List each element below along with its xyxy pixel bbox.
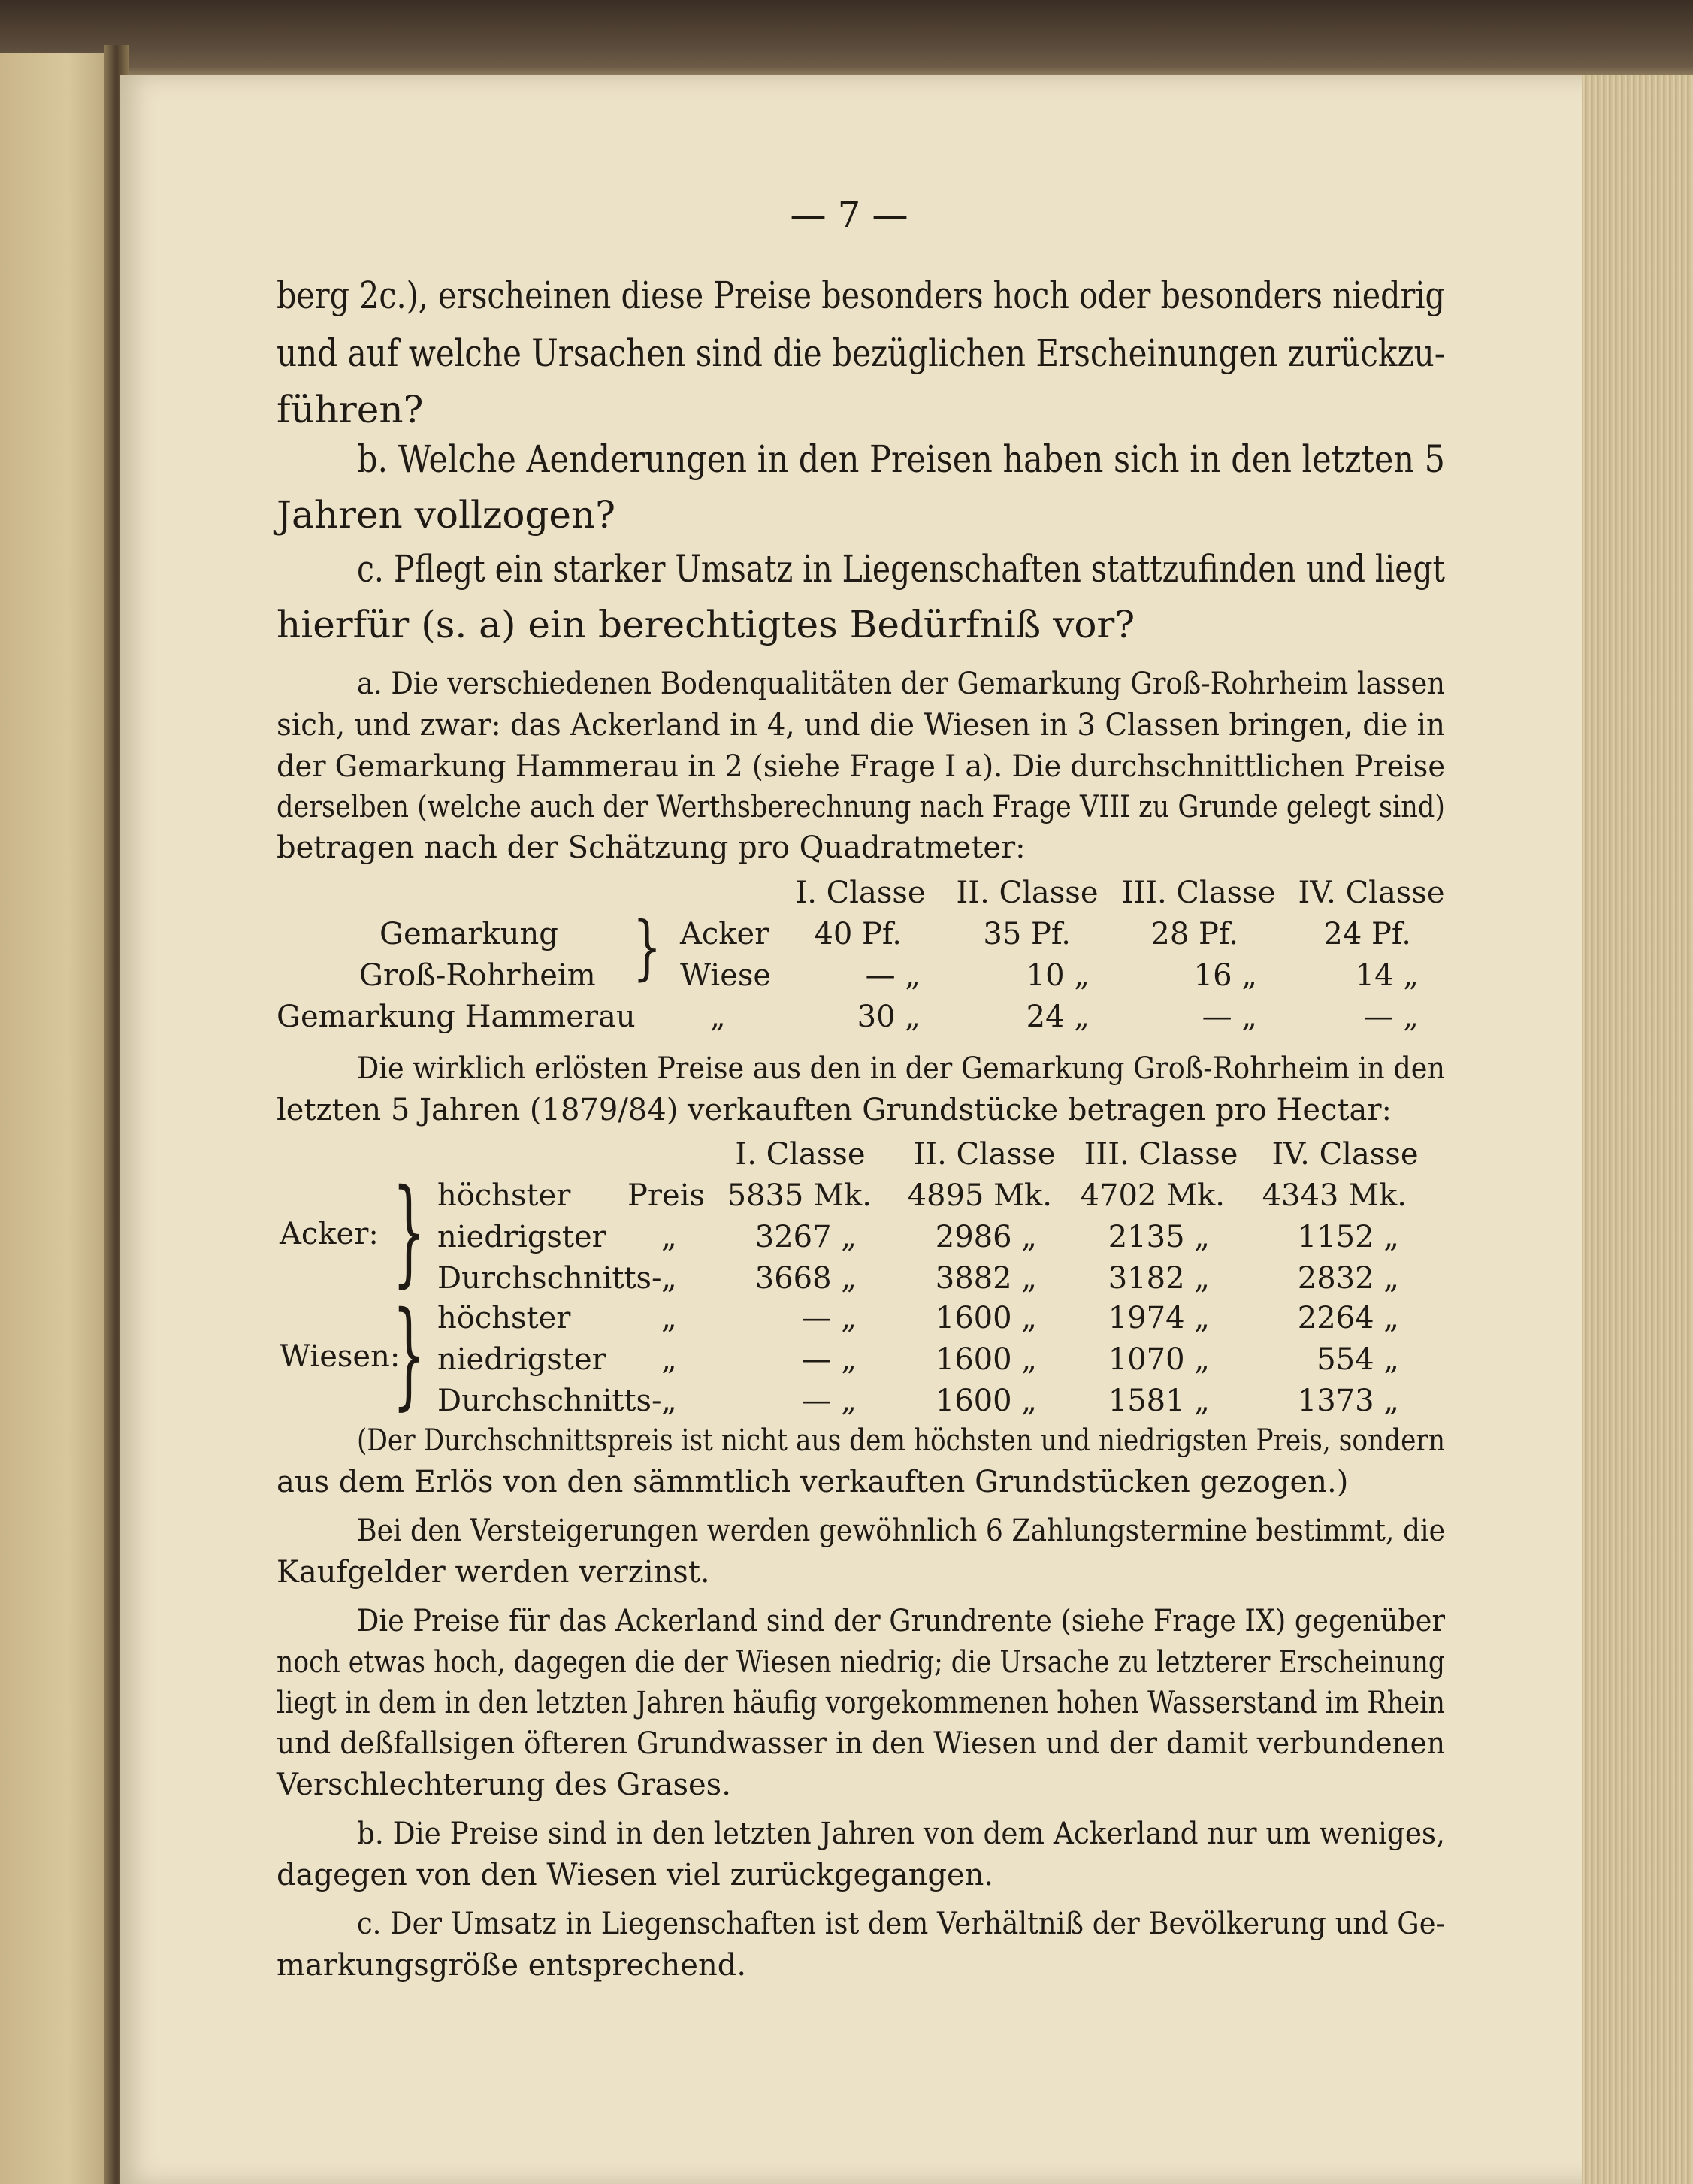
question-line-4: b. Welche Aenderungen in den Preisen haben sich in den letzten 5 bbox=[357, 437, 1445, 481]
table2-preis: „ bbox=[661, 1384, 677, 1418]
note-line-2: aus dem Erlös von den sämmtlich verkauften Grundstücken gezogen.) bbox=[277, 1465, 1349, 1499]
paragraph-line: noch etwas hoch, dagegen die der Wiesen niedrig; die Ursache zu letzterer Erscheinung bbox=[277, 1645, 1445, 1680]
page-number: — 7 — bbox=[790, 194, 908, 236]
table2-preis: „ bbox=[661, 1342, 677, 1377]
table2-cell: 4702 Mk. bbox=[1080, 1178, 1225, 1213]
table1-cell: 28 Pf. bbox=[1150, 917, 1238, 951]
table1-header: II. Classe bbox=[956, 876, 1099, 910]
table2-cell: 3882 „ bbox=[935, 1261, 1037, 1296]
note-line-1: (Der Durchschnittspreis ist nicht aus dem höchsten und niedrigsten Preis, sondern bbox=[357, 1423, 1445, 1458]
table2-cell: 4895 Mk. bbox=[907, 1178, 1052, 1213]
table2-cell: 1581 „ bbox=[1108, 1384, 1210, 1418]
table2-row-label: niedrigster bbox=[437, 1342, 606, 1377]
paragraph-line: und deßfallsigen öfteren Grundwasser in den Wiesen und der damit verbundenen bbox=[277, 1726, 1445, 1761]
table2-cell: 2832 „ bbox=[1297, 1261, 1399, 1296]
table1-row-label: Wiese bbox=[680, 958, 772, 993]
table2-brace: } bbox=[392, 1163, 426, 1300]
table2-header: I. Classe bbox=[735, 1137, 866, 1172]
table2-cell: 3267 „ bbox=[754, 1220, 857, 1254]
table2-cell: 1070 „ bbox=[1108, 1342, 1210, 1377]
table1-cell: 35 Pf. bbox=[983, 917, 1071, 951]
mid-text-line-1: Die wirklich erlösten Preise aus den in der Gemarkung Groß-Rohrheim in den bbox=[357, 1051, 1445, 1086]
table1-cell: — „ bbox=[865, 958, 921, 993]
question-line-1: berg 2c.), erscheinen diese Preise besonders hoch oder besonders niedrig bbox=[277, 274, 1445, 317]
table1-cell: 40 Pf. bbox=[814, 917, 902, 951]
table2-preis: „ bbox=[661, 1261, 677, 1296]
table2-cell: 1152 „ bbox=[1297, 1220, 1399, 1254]
answer-a-line-3: der Gemarkung Hammerau in 2 (siehe Frage I a). Die durchschnittlichen Preise bbox=[277, 749, 1445, 784]
table2-cell: 3182 „ bbox=[1108, 1261, 1210, 1296]
paragraph-line: liegt in dem in den letzten Jahren häufig vorgekommenen hohen Wasserstand im Rhein bbox=[277, 1686, 1445, 1720]
table1-brace: } bbox=[633, 907, 662, 989]
paragraph-line: Kaufgelder werden verzinst. bbox=[277, 1555, 710, 1590]
question-line-6: c. Pflegt ein starker Umsatz in Liegenschaften stattzufinden und liegt bbox=[357, 547, 1445, 591]
table1-cell: 16 „ bbox=[1193, 958, 1257, 993]
table2-cell: — „ bbox=[801, 1301, 857, 1336]
paragraph-line: c. Der Umsatz in Liegenschaften ist dem Verhältniß der Bevölkerung und Ge- bbox=[357, 1907, 1445, 1941]
answer-a-line-4: derselben (welche auch der Werthsberechnung nach Frage VIII zu Grunde gelegt sind) bbox=[277, 790, 1445, 824]
table2-cell: 4343 Mk. bbox=[1262, 1178, 1407, 1213]
table2-row-label: höchster bbox=[437, 1301, 571, 1336]
paragraph-line: Bei den Versteigerungen werden gewöhnlich 6 Zahlungstermine bestimmt, die bbox=[357, 1514, 1445, 1548]
table2-header: IV. Classe bbox=[1271, 1137, 1419, 1172]
table2-cell: 2986 „ bbox=[935, 1220, 1037, 1254]
question-line-5: Jahren vollzogen? bbox=[277, 493, 616, 537]
table2-cell: 1974 „ bbox=[1108, 1301, 1210, 1336]
table2-preis: „ bbox=[661, 1301, 677, 1336]
table1-group-label: Groß-Rohrheim bbox=[359, 958, 596, 993]
table2-group-label: Wiesen: bbox=[280, 1339, 401, 1374]
table1-cell: 14 „ bbox=[1355, 958, 1419, 993]
paragraph-line: Verschlechterung des Grases. bbox=[277, 1768, 731, 1802]
table1-header: III. Classe bbox=[1121, 876, 1276, 910]
table2-cell: 554 „ bbox=[1317, 1342, 1399, 1377]
table2-preis: „ bbox=[661, 1220, 677, 1254]
answer-a-line-2: sich, und zwar: das Ackerland in 4, und die Wiesen in 3 Classen bringen, die in bbox=[277, 708, 1445, 743]
table1-cell: — „ bbox=[1202, 1000, 1257, 1034]
book-binding-top bbox=[0, 0, 1693, 83]
table2-header: II. Classe bbox=[913, 1137, 1056, 1172]
table1-header: IV. Classe bbox=[1298, 876, 1445, 910]
table2-cell: — „ bbox=[801, 1342, 857, 1377]
table2-cell: — „ bbox=[801, 1384, 857, 1418]
paragraph-line: markungsgröße entsprechend. bbox=[277, 1948, 747, 1983]
table2-row-label: Durchschnitts- bbox=[437, 1261, 662, 1296]
question-line-2: und auf welche Ursachen sind die bezüglichen Erscheinungen zurückzu- bbox=[277, 331, 1445, 375]
paragraph-line: b. Die Preise sind in den letzten Jahren von dem Ackerland nur um weniges, bbox=[357, 1816, 1445, 1851]
table2-cell: 2135 „ bbox=[1108, 1220, 1210, 1254]
table1-row-unit: „ bbox=[710, 1000, 726, 1034]
answer-a-line-1: a. Die verschiedenen Bodenqualitäten der Gemarkung Groß-Rohrheim lassen bbox=[357, 667, 1445, 701]
table1-group-label: Gemarkung bbox=[379, 917, 558, 951]
question-line-3: führen? bbox=[277, 388, 424, 431]
table2-row-label: höchster bbox=[437, 1178, 571, 1213]
paragraph-line: Die Preise für das Ackerland sind der Grundrente (siehe Frage IX) gegenüber bbox=[357, 1604, 1445, 1638]
table2-cell: 1600 „ bbox=[935, 1384, 1037, 1418]
table1-cell: 10 „ bbox=[1026, 958, 1090, 993]
table1-cell: 24 Pf. bbox=[1323, 917, 1411, 951]
table2-cell: 1600 „ bbox=[935, 1342, 1037, 1377]
table1-cell: 24 „ bbox=[1026, 1000, 1090, 1034]
table2-cell: 2264 „ bbox=[1297, 1301, 1399, 1336]
table1-row-label: Gemarkung Hammerau bbox=[277, 1000, 636, 1034]
table1-cell: 30 „ bbox=[857, 1000, 921, 1034]
table2-row-label: niedrigster bbox=[437, 1220, 606, 1254]
table2-cell: 3668 „ bbox=[754, 1261, 857, 1296]
table2-row-label: Durchschnitts- bbox=[437, 1384, 662, 1418]
table1-header: I. Classe bbox=[795, 876, 926, 910]
table2-group-label: Acker: bbox=[280, 1217, 379, 1251]
table2-cell: 1373 „ bbox=[1297, 1384, 1399, 1418]
table1-row-label: Acker bbox=[680, 917, 769, 951]
table2-cell: 5835 Mk. bbox=[727, 1178, 872, 1213]
question-line-7: hierfür (s. a) ein berechtigtes Bedürfniß vor? bbox=[277, 603, 1135, 646]
table2-header: III. Classe bbox=[1084, 1137, 1238, 1172]
page-stack-edges bbox=[1582, 75, 1693, 2184]
left-page-edge bbox=[0, 53, 113, 2184]
table1-cell: — „ bbox=[1363, 1000, 1419, 1034]
table2-preis: Preis bbox=[627, 1178, 706, 1213]
mid-text-line-2: letzten 5 Jahren (1879/84) verkauften Grundstücke betragen pro Hectar: bbox=[277, 1093, 1392, 1127]
paragraph-line: dagegen von den Wiesen viel zurückgegangen. bbox=[277, 1858, 994, 1892]
answer-a-line-5: betragen nach der Schätzung pro Quadratmeter: bbox=[277, 830, 1026, 865]
table2-brace: } bbox=[392, 1286, 426, 1423]
table2-cell: 1600 „ bbox=[935, 1301, 1037, 1336]
